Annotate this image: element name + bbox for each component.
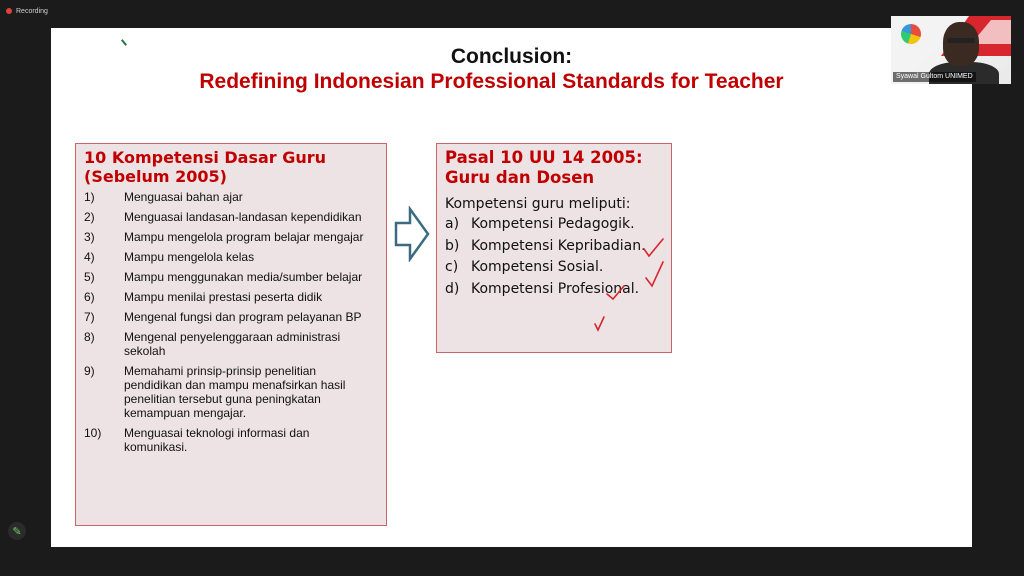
item-number: 10): [84, 426, 102, 440]
kompetensi-dasar-list: [84, 190, 378, 454]
list-item: [84, 330, 378, 358]
kompetensi-intro: Kompetensi guru meliputi:: [445, 196, 631, 212]
list-item: [84, 230, 378, 244]
recording-indicator: [6, 5, 48, 17]
item-text: Kompetensi Pedagogik.: [471, 216, 635, 232]
right-arrow-icon: [394, 206, 430, 262]
list-item: [445, 257, 663, 279]
item-text: Kompetensi Sosial.: [471, 259, 604, 275]
item-text: Kompetensi Kepribadian.: [471, 237, 646, 254]
item-number: 1): [84, 190, 95, 204]
item-number: 3): [84, 230, 95, 244]
list-item: [84, 250, 378, 264]
participant-glasses: [947, 38, 975, 43]
participant-head: [943, 22, 979, 66]
item-text: Mengenal fungsi dan program pelayanan BP: [124, 310, 362, 324]
list-item: [84, 290, 378, 304]
participant-video-tile[interactable]: [891, 16, 1011, 84]
annotation-pen-button[interactable]: [8, 522, 26, 540]
item-text: Mampu mengelola kelas: [124, 250, 255, 264]
item-text: Kompetensi Profesional.: [471, 280, 640, 297]
list-item: [84, 270, 378, 284]
pasal-10-heading: Pasal 10 UU 14 2005: Guru dan Dosen: [445, 148, 643, 187]
pasal-10-box: [436, 143, 672, 353]
list-item: [445, 279, 663, 301]
record-dot-icon: [6, 8, 12, 14]
list-item: [84, 426, 378, 454]
item-text: Memahami prinsip-prinsip penelitian pendidikan dan mampu menafsirkan hasil penelitian tersebut guna peningkatan kemampuan mengajar.: [124, 364, 346, 420]
item-text: Mampu menggunakan media/sumber belajar: [124, 270, 363, 284]
kompetensi-guru-list: [445, 214, 663, 300]
event-logo-icon: [901, 24, 921, 44]
item-letter: d): [445, 280, 460, 297]
item-text: Mampu mengelola program belajar mengajar: [124, 230, 364, 244]
item-letter: a): [445, 216, 460, 232]
list-item: [84, 210, 378, 224]
item-text: Menguasai teknologi informasi dan komunikasi.: [124, 426, 310, 454]
item-number: 2): [84, 210, 95, 224]
slide-subtitle: Redefining Indonesian Professional Standards for Teacher: [199, 70, 784, 93]
kompetensi-dasar-box: [75, 143, 387, 526]
pen-icon: ✎: [12, 525, 22, 538]
item-letter: c): [445, 259, 459, 275]
item-text: Menguasai landasan-landasan kependidikan: [124, 210, 362, 224]
presentation-slide: [51, 28, 972, 547]
list-item: [84, 190, 378, 204]
item-number: 7): [84, 310, 95, 324]
slide-title: Conclusion:: [450, 45, 573, 68]
participant-name-label: Syawal Gultom UNIMED: [893, 72, 976, 82]
list-item: [445, 236, 663, 258]
item-text: Mampu menilai prestasi peserta didik: [124, 290, 323, 304]
item-letter: b): [445, 237, 460, 254]
item-number: 4): [84, 250, 95, 264]
list-item: [84, 310, 378, 324]
list-item: [84, 364, 378, 420]
item-number: 5): [84, 270, 95, 284]
kompetensi-dasar-heading: 10 Kompetensi Dasar Guru (Sebelum 2005): [84, 148, 327, 186]
item-number: 6): [84, 290, 95, 304]
item-number: 9): [84, 364, 95, 378]
item-text: Menguasai bahan ajar: [124, 190, 243, 204]
list-item: [445, 214, 663, 236]
item-text: Mengenal penyelenggaraan administrasi sekolah: [124, 330, 341, 358]
item-number: 8): [84, 330, 95, 344]
recording-label: Recording: [16, 7, 48, 15]
